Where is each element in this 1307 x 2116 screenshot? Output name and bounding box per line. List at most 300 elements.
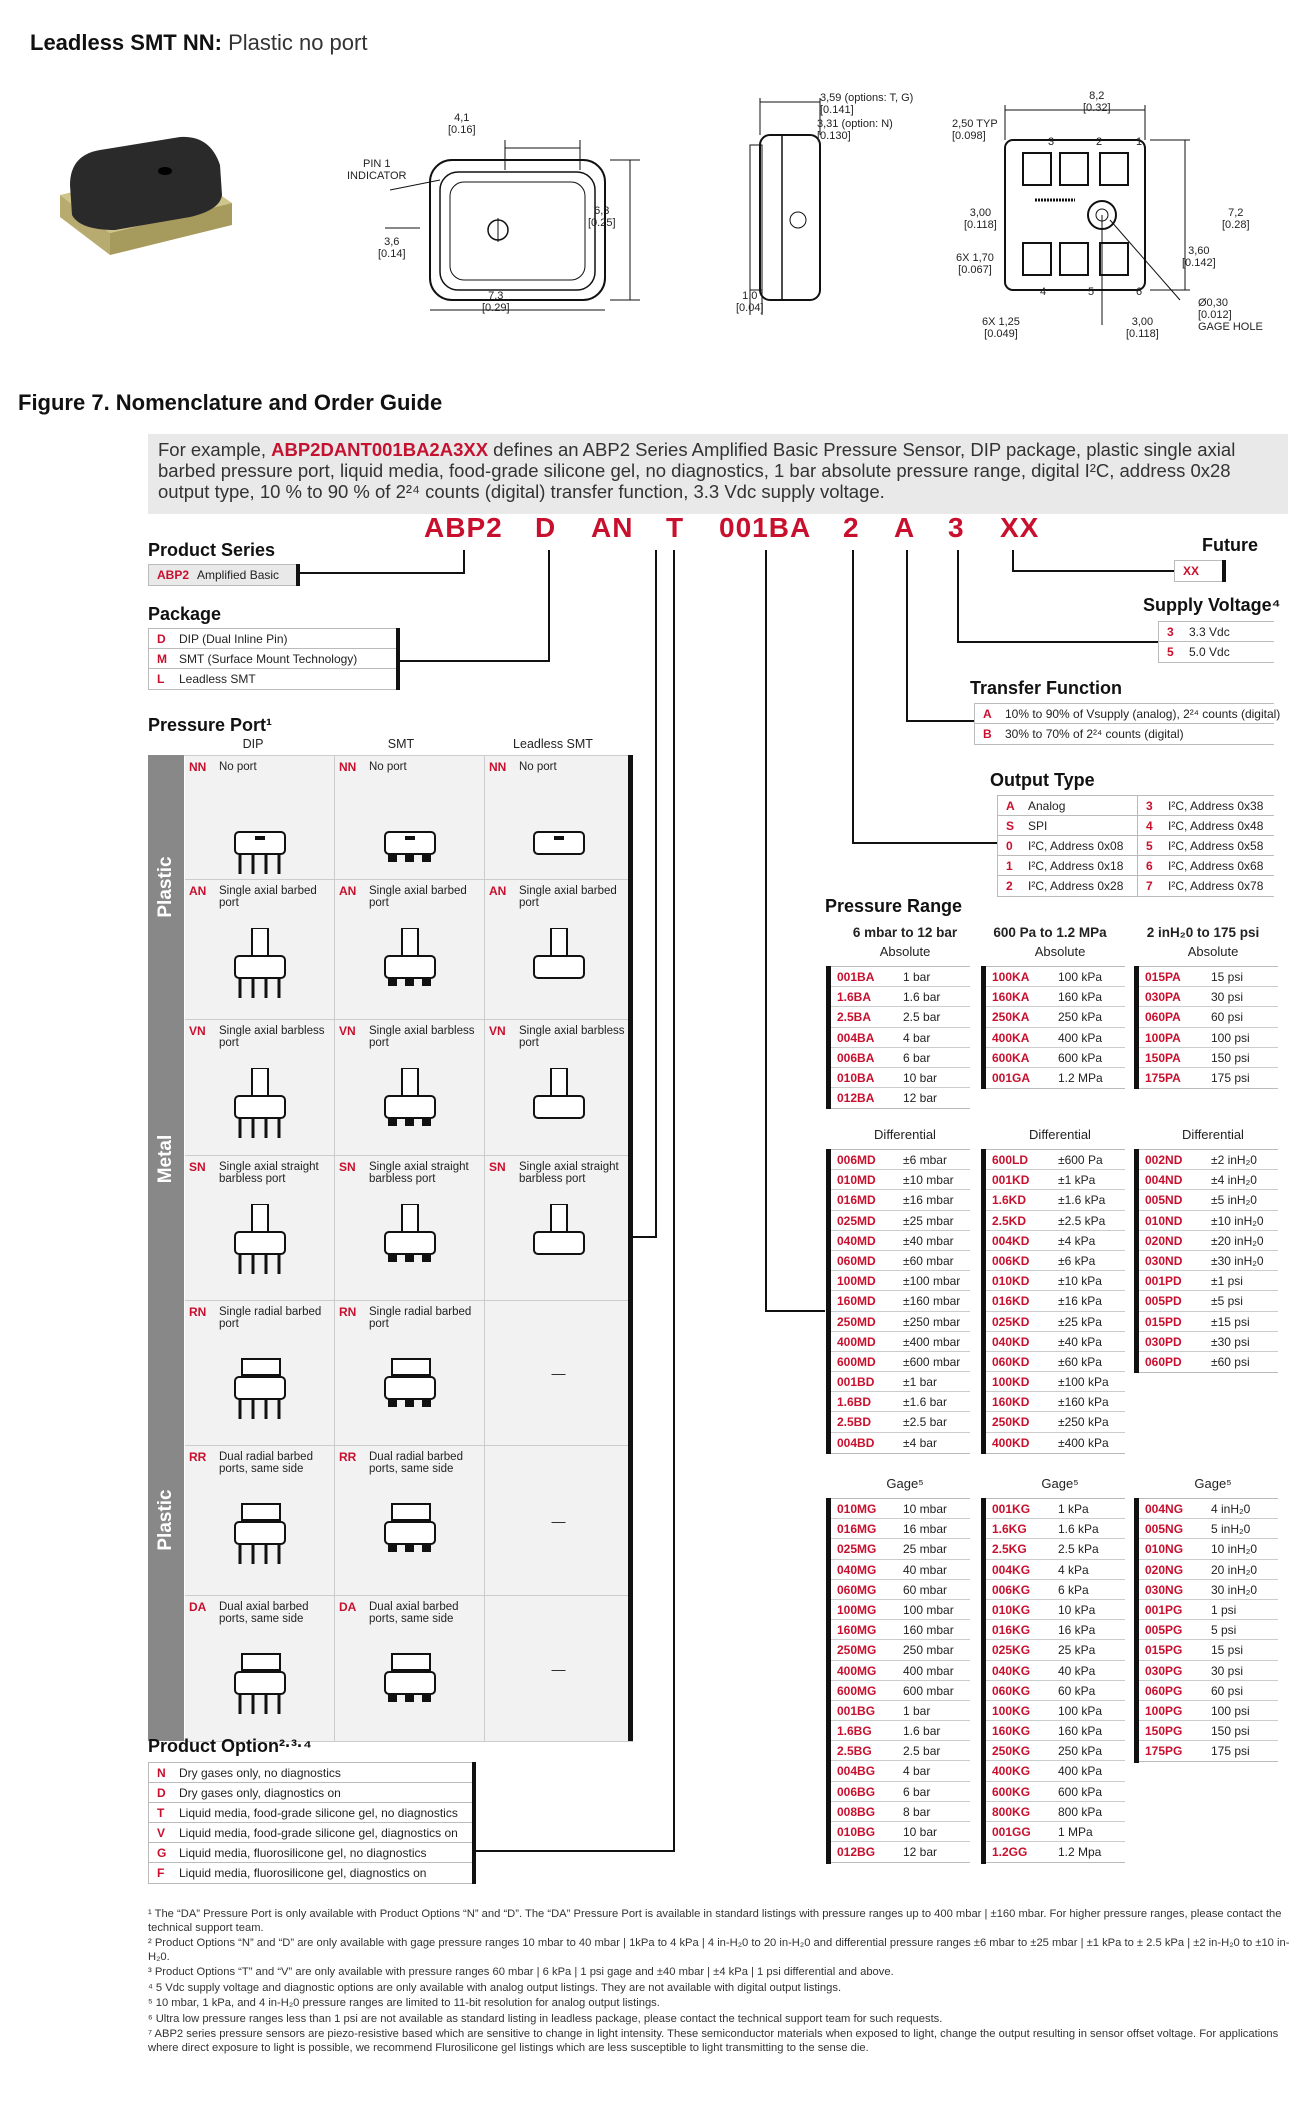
port-code: RN: [339, 1305, 357, 1319]
range-value: ±10 kPa: [1058, 1274, 1102, 1289]
range-value: 40 kPa: [1058, 1663, 1096, 1678]
pin-2: 2: [1096, 136, 1103, 148]
range-table: [1138, 1498, 1278, 1762]
range-code: 150PG: [1145, 1724, 1183, 1739]
range-value: ±20 inH₂0: [1211, 1233, 1264, 1248]
range-code: 005NG: [1145, 1522, 1184, 1537]
range-row: [831, 1412, 970, 1432]
sensor-port-icon: [370, 1204, 450, 1274]
range-value: ±4 kPa: [1058, 1233, 1096, 1248]
range-row: [1139, 1620, 1278, 1640]
gage-hole-label: Ø0,30 [0.012] GAGE HOLE: [1198, 297, 1263, 333]
range-value: 8 bar: [903, 1804, 931, 1819]
intro-paragraph: For example, ABP2DANT001BA2A3XX defines an ABP2 Series Amplified Basic Pressure Sensor, DIP package, plastic single axial barbed pressure port, liquid media, food-grade silicone gel, no diagnostics, 1 bar absolute pressure range, digital I²C, address 0x28 output type, 10 % to 90 % of 2²⁴ counts (digital) transfer function, 3.3 Vdc supply voltage.: [148, 434, 1288, 514]
range-value: ±60 kPa: [1058, 1354, 1102, 1369]
dim-170: 6X 1,70 [0.067]: [956, 252, 994, 276]
range-code: 001PD: [1145, 1274, 1182, 1289]
range-row: [831, 1539, 970, 1559]
range-row: [831, 1802, 970, 1822]
range-code: 004KG: [992, 1562, 1031, 1577]
range-code: 010NG: [1145, 1542, 1184, 1557]
range-row: [831, 1620, 970, 1640]
range-code: 400MG: [837, 1663, 877, 1678]
range-value: ±400 kPa: [1058, 1435, 1109, 1450]
range-code: 060PG: [1145, 1683, 1183, 1698]
range-code: 100KG: [992, 1703, 1031, 1718]
port-cell: [185, 1446, 335, 1596]
pressure-port-title: Pressure Port¹: [148, 715, 273, 735]
range-value: 160 mbar: [903, 1623, 954, 1638]
range-col-title-3: 2 inH₂0 to 175 psi: [1146, 925, 1260, 940]
dim-height: 3,6 [0.14]: [378, 236, 406, 260]
range-row: [986, 1822, 1125, 1842]
range-value: 20 inH₂0: [1211, 1562, 1258, 1577]
range-value: 2.5 bar: [903, 1744, 941, 1759]
range-code: 015PG: [1145, 1643, 1183, 1658]
pressure-port-grid: [148, 755, 632, 1741]
range-code: 060PD: [1145, 1354, 1182, 1369]
range-code: 160MD: [837, 1294, 876, 1309]
range-row: [986, 1842, 1125, 1862]
range-value: 1 kPa: [1058, 1502, 1089, 1516]
code-output: 2: [843, 512, 860, 543]
range-value: 1 bar: [903, 970, 931, 984]
range-code: 2.5BD: [837, 1415, 872, 1430]
range-row: [831, 1499, 970, 1519]
output-box-left: [997, 795, 1137, 897]
range-row: [986, 1782, 1125, 1802]
port-code: NN: [489, 760, 507, 774]
range-value: ±60 psi: [1211, 1354, 1250, 1369]
future-box: XX: [1174, 560, 1226, 582]
output-title: Output Type: [990, 770, 1095, 790]
range-code: 016MD: [837, 1193, 876, 1208]
range-value: ±30 psi: [1211, 1334, 1250, 1349]
range-col-title-2: 600 Pa to 1.2 MPa: [993, 925, 1107, 940]
range-code: 1.6BA: [837, 990, 872, 1005]
range-code: 400MD: [837, 1334, 876, 1349]
range-code: 020NG: [1145, 1562, 1184, 1577]
range-value: 160 kPa: [1058, 1724, 1103, 1739]
range-row: [986, 1291, 1125, 1311]
range-code: 012BA: [837, 1091, 875, 1106]
range-table: [1138, 966, 1278, 1089]
sensor-port-icon: [370, 804, 450, 874]
range-row: [986, 1231, 1125, 1251]
port-code: SN: [489, 1160, 506, 1174]
range-code: 004KD: [992, 1233, 1030, 1248]
range-row: [831, 1822, 970, 1842]
range-code: 100MD: [837, 1274, 876, 1289]
range-code: 001BG: [837, 1703, 876, 1718]
range-value: 25 kPa: [1058, 1643, 1096, 1658]
range-value: 150 psi: [1211, 1724, 1250, 1739]
dim-300: 3,00 [0.118]: [964, 207, 997, 231]
pin-5: 5: [1088, 286, 1095, 298]
range-value: ±2 inH₂0: [1211, 1153, 1257, 1167]
range-value: ±10 inH₂0: [1211, 1213, 1264, 1228]
range-row: [1139, 1499, 1278, 1519]
range-code: 004BG: [837, 1764, 876, 1779]
range-value: 175 psi: [1211, 1744, 1250, 1759]
range-row: [1139, 1741, 1278, 1761]
range-value: 12 bar: [903, 1091, 938, 1106]
range-row: [986, 1802, 1125, 1822]
range-value: ±600 mbar: [903, 1354, 961, 1369]
output-item: 0 I²C, Address 0x08: [998, 836, 1137, 856]
range-code: 025KG: [992, 1643, 1031, 1658]
port-cell: [485, 1156, 633, 1301]
port-cell: [335, 880, 485, 1020]
range-code: 010BA: [837, 1070, 875, 1085]
port-code: RN: [189, 1305, 207, 1319]
output-item: 7 I²C, Address 0x78: [1146, 879, 1264, 893]
port-code: AN: [189, 884, 207, 898]
pin-6: 6: [1136, 286, 1143, 298]
range-code: 016KG: [992, 1623, 1031, 1638]
range-value: 10 bar: [903, 1825, 938, 1839]
output-item: 3 I²C, Address 0x38: [1138, 796, 1274, 816]
range-value: 250 mbar: [903, 1643, 954, 1658]
range-row: [831, 1088, 970, 1108]
supply-item: 5 5.0 Vdc: [1167, 645, 1230, 659]
range-row: [986, 1433, 1125, 1453]
range-value: 100 psi: [1211, 1703, 1250, 1718]
port-cell: [335, 1596, 485, 1742]
range-value: ±25 kPa: [1058, 1314, 1102, 1329]
range-value: ±600 Pa: [1058, 1153, 1103, 1167]
range-row: [831, 1068, 970, 1088]
dim-125: 6X 1,25 [0.049]: [982, 316, 1020, 340]
range-row: [831, 1211, 970, 1231]
port-label: Single axial straight barbless port: [219, 1161, 319, 1185]
port-label: Single radial barbed port: [369, 1306, 472, 1330]
range-value: 150 psi: [1211, 1050, 1250, 1065]
port-code: SN: [189, 1160, 206, 1174]
range-code: 001KD: [992, 1173, 1030, 1188]
range-row: [986, 1352, 1125, 1372]
port-code: RR: [189, 1450, 207, 1464]
range-code: 005PG: [1145, 1623, 1183, 1638]
code-package: D: [535, 512, 557, 543]
range-code: 1.6BG: [837, 1724, 872, 1739]
range-row: [1139, 1352, 1278, 1372]
code-supply: 3: [948, 512, 965, 543]
range-value: 6 bar: [903, 1784, 931, 1799]
range-code: 010KD: [992, 1274, 1030, 1289]
range-row: [1139, 1312, 1278, 1332]
port-cell: [485, 1301, 633, 1446]
range-row: [831, 1251, 970, 1271]
range-row: [986, 1312, 1125, 1332]
range-code: 020ND: [1145, 1233, 1183, 1248]
sensor-port-icon: [220, 1349, 300, 1419]
range-code: 1.6KG: [992, 1522, 1027, 1537]
range-value: 10 inH₂0: [1211, 1542, 1258, 1557]
range-code: 006MD: [837, 1153, 876, 1167]
range-code: 060KG: [992, 1683, 1031, 1698]
dim-10: 1,0 [0.04]: [736, 290, 764, 314]
range-value: ±10 mbar: [903, 1173, 954, 1188]
sensor-port-icon: [370, 1494, 450, 1564]
range-row: [831, 1580, 970, 1600]
range-code: 015PA: [1145, 970, 1181, 984]
range-value: 175 psi: [1211, 1070, 1250, 1085]
range-value: 6 bar: [903, 1050, 931, 1065]
range-row: [986, 967, 1125, 987]
sensor-port-icon: [519, 1204, 599, 1274]
sensor-port-icon: [220, 804, 300, 874]
pin-3: 3: [1048, 136, 1055, 148]
output-item: 5 I²C, Address 0x58: [1138, 836, 1274, 856]
range-code: 1.2GG: [992, 1845, 1028, 1860]
range-row: [831, 1701, 970, 1721]
product-series-title: Product Series: [148, 540, 276, 560]
port-label: Single axial barbed port: [369, 885, 467, 909]
range-row: [1139, 1150, 1278, 1170]
dim-359: 3,59 (options: T, G) [0.141]: [820, 92, 914, 116]
range-value: 10 kPa: [1058, 1602, 1096, 1617]
range-value: ±400 mbar: [903, 1334, 961, 1349]
range-row: [986, 1412, 1125, 1432]
range-code: 016KD: [992, 1294, 1030, 1309]
range-value: ±6 mbar: [903, 1153, 947, 1167]
dim-82: 8,2 [0.32]: [1083, 90, 1111, 114]
range-row: [986, 1150, 1125, 1170]
range-code: 100KA: [992, 970, 1030, 984]
range-code: 400KA: [992, 1030, 1030, 1045]
port-code: AN: [339, 884, 357, 898]
range-table: [830, 1498, 970, 1863]
section-header: Leadless SMT NN: Plastic no port: [30, 30, 368, 55]
range-code: 175PA: [1145, 1070, 1181, 1085]
footnote: ¹ The “DA” Pressure Port is only available with Product Options “N” and “D”. The “DA” Pressure Port is available in standard listings with pressure ranges up to 400 mbar | ±160 mbar. For higher pressure ranges, please contact the technical support team.: [148, 1908, 1282, 1934]
range-col-title-1: 6 mbar to 12 bar: [852, 925, 958, 940]
range-code: 001PG: [1145, 1602, 1183, 1617]
port-label: No port: [219, 761, 257, 773]
range-code: 2.5BA: [837, 1010, 872, 1025]
range-value: 25 mbar: [903, 1542, 948, 1557]
port-unavailable: —: [551, 1512, 566, 1529]
range-value: 250 kPa: [1058, 1744, 1103, 1759]
footnotes: [148, 1908, 1298, 2057]
range-value: ±40 mbar: [903, 1233, 954, 1248]
port-cell: [485, 1596, 633, 1742]
range-value: ±6 kPa: [1058, 1253, 1096, 1268]
footnote: ⁵ 10 mbar, 1 kPa, and 4 in-H₂0 pressure ranges are limited to 11-bit resolution for analog output listings.: [148, 1997, 660, 2009]
range-code: 004BD: [837, 1435, 875, 1450]
port-cell: [485, 756, 633, 880]
code-transfer: A: [894, 512, 916, 543]
range-row: [986, 1251, 1125, 1271]
range-code: 004BA: [837, 1030, 875, 1045]
range-row: [831, 1231, 970, 1251]
range-row: [1139, 1640, 1278, 1660]
range-value: 6 kPa: [1058, 1582, 1089, 1597]
range-row: [1139, 1190, 1278, 1210]
range-value: 5 psi: [1211, 1623, 1237, 1638]
range-row: [986, 1499, 1125, 1519]
port-label: Single axial barbless port: [219, 1025, 325, 1049]
range-row: [1139, 1539, 1278, 1559]
pin-1: 1: [1136, 136, 1143, 148]
port-cell: [185, 880, 335, 1020]
dim-360: 3,60 [0.142]: [1182, 245, 1216, 269]
range-row: [831, 1433, 970, 1453]
range-section-label: Absolute: [1187, 944, 1239, 959]
range-section-label: Absolute: [1034, 944, 1086, 959]
range-section-label: Differential: [1182, 1127, 1244, 1142]
range-section-label: Differential: [874, 1127, 936, 1142]
range-row: [831, 1150, 970, 1170]
output-item: 6 I²C, Address 0x68: [1138, 856, 1274, 876]
range-code: 006KG: [992, 1582, 1031, 1597]
range-code: 016MG: [837, 1522, 877, 1537]
output-box-right: [1137, 795, 1274, 897]
port-code: DA: [189, 1600, 207, 1614]
range-section-label: Gage⁵: [1041, 1476, 1079, 1491]
range-row: [986, 1721, 1125, 1741]
sensor-port-icon: [519, 1068, 599, 1138]
range-row: [1139, 1519, 1278, 1539]
footnote: ⁴ 5 Vdc supply voltage and diagnostic options are only available with analog output listings. They are not available with digital output listings.: [148, 1981, 842, 1994]
port-unavailable: —: [551, 1660, 566, 1677]
range-value: ±1.6 kPa: [1058, 1193, 1106, 1208]
range-code: 100PA: [1145, 1030, 1181, 1045]
port-cell: [335, 756, 485, 880]
range-code: 600KA: [992, 1050, 1030, 1065]
range-code: 001BA: [837, 970, 875, 984]
range-row: [831, 1741, 970, 1761]
range-row: [986, 1170, 1125, 1190]
range-code: 001BD: [837, 1375, 875, 1390]
output-item: 4 I²C, Address 0x48: [1138, 816, 1274, 836]
port-cell: [485, 1020, 633, 1156]
port-label: Dual radial barbed ports, same side: [219, 1451, 313, 1475]
range-value: 600 mbar: [903, 1683, 954, 1698]
range-code: 002ND: [1145, 1153, 1183, 1167]
code-future: XX: [1000, 512, 1040, 543]
range-value: 1.6 bar: [903, 990, 941, 1005]
future-title: Future: [1202, 535, 1258, 555]
sensor-port-icon: [519, 804, 599, 874]
range-row: [1139, 1580, 1278, 1600]
range-value: 12 bar: [903, 1845, 938, 1860]
range-code: 250KA: [992, 1010, 1030, 1025]
supply-item: 3 3.3 Vdc: [1159, 622, 1274, 642]
transfer-item: A 10% to 90% of Vsupply (analog), 2²⁴ counts (digital): [975, 704, 1274, 724]
port-label: Single axial barbless port: [519, 1025, 625, 1049]
port-cell: [335, 1156, 485, 1301]
product-option-title: Product Option²·³·⁴: [148, 1736, 312, 1756]
port-label: Dual axial barbed ports, same side: [369, 1601, 459, 1625]
range-code: 250MD: [837, 1314, 876, 1329]
range-value: ±15 psi: [1211, 1314, 1250, 1329]
range-code: 1.6BD: [837, 1395, 872, 1410]
port-cell: [185, 1020, 335, 1156]
range-row: [986, 1560, 1125, 1580]
range-value: 60 psi: [1211, 1683, 1244, 1698]
dim-72: 7,2 [0.28]: [1222, 207, 1250, 231]
range-code: 250KD: [992, 1415, 1030, 1430]
code-option: T: [666, 512, 685, 543]
range-table: [830, 1149, 970, 1454]
range-value: 600 kPa: [1058, 1784, 1103, 1799]
range-value: 1 MPa: [1058, 1825, 1093, 1839]
code-port: AN: [591, 512, 634, 543]
dim-331: 3,31 (option: N) [0.130]: [817, 118, 893, 142]
range-value: ±1 psi: [1211, 1274, 1243, 1289]
sensor-port-icon: [370, 1349, 450, 1419]
range-code: 025KD: [992, 1314, 1030, 1329]
range-row: [986, 1600, 1125, 1620]
range-code: 100MG: [837, 1602, 877, 1617]
range-code: 160KA: [992, 990, 1030, 1005]
range-row: [831, 967, 970, 987]
range-code: 025MD: [837, 1213, 876, 1228]
range-value: 60 mbar: [903, 1582, 948, 1597]
range-row: [831, 1721, 970, 1741]
range-code: 005ND: [1145, 1193, 1183, 1208]
side-label-plastic-2: Plastic: [148, 1299, 184, 1741]
range-value: 1.6 bar: [903, 1724, 941, 1739]
range-row: [831, 987, 970, 1007]
range-value: 1.2 MPa: [1058, 1070, 1103, 1085]
sensor-port-icon: [220, 928, 300, 998]
range-value: 2.5 bar: [903, 1010, 941, 1025]
range-code: 160KG: [992, 1724, 1031, 1739]
package-item: M SMT (Surface Mount Technology): [149, 649, 400, 669]
range-row: [831, 1028, 970, 1048]
range-value: ±16 mbar: [903, 1193, 954, 1208]
range-code: 060MG: [837, 1582, 877, 1597]
range-row: [831, 1048, 970, 1068]
range-row: [986, 1028, 1125, 1048]
range-code: 600MD: [837, 1354, 876, 1369]
range-row: [986, 1211, 1125, 1231]
port-label: Single axial barbed port: [519, 885, 617, 909]
port-label: No port: [369, 761, 407, 773]
range-row: [1139, 1048, 1278, 1068]
range-code: 001GA: [992, 1070, 1031, 1085]
range-code: 015PD: [1145, 1314, 1182, 1329]
range-code: 060KD: [992, 1354, 1030, 1369]
range-code: 001KG: [992, 1502, 1031, 1516]
range-row: [986, 1190, 1125, 1210]
code-series: ABP2: [424, 512, 503, 543]
range-value: ±1 bar: [903, 1375, 937, 1390]
range-code: 030PD: [1145, 1334, 1182, 1349]
footnote: ² Product Options “N” and “D” are only available with gage pressure ranges 10 mbar to 40 mbar | 1kPa to 4 kPa | 4 in-H₂0 to 20 in-H₂0 and differential pressure ranges ±6 mbar to ±25 mbar | ±1 kPa to ± 2.5 kPa | ±2 in-H₂0 to ±10 in-H₂0.: [148, 1937, 1290, 1963]
range-code: 040KD: [992, 1334, 1030, 1349]
port-code: DA: [339, 1600, 357, 1614]
range-code: 040MD: [837, 1233, 876, 1248]
range-row: [986, 1620, 1125, 1640]
range-code: 1.6KD: [992, 1193, 1027, 1208]
supply-title: Supply Voltage⁴: [1143, 595, 1281, 615]
range-code: 030PG: [1145, 1663, 1183, 1678]
range-code: 004NG: [1145, 1502, 1184, 1516]
range-row: [986, 1048, 1125, 1068]
port-code: SN: [339, 1160, 356, 1174]
range-value: 2.5 kPa: [1058, 1542, 1099, 1557]
range-row: [831, 1170, 970, 1190]
range-value: 10 mbar: [903, 1502, 948, 1516]
pressure-range-title: Pressure Range: [825, 896, 963, 916]
range-code: 175PG: [1145, 1744, 1183, 1759]
range-value: 30 inH₂0: [1211, 1582, 1258, 1597]
output-item: A Analog: [998, 796, 1137, 816]
